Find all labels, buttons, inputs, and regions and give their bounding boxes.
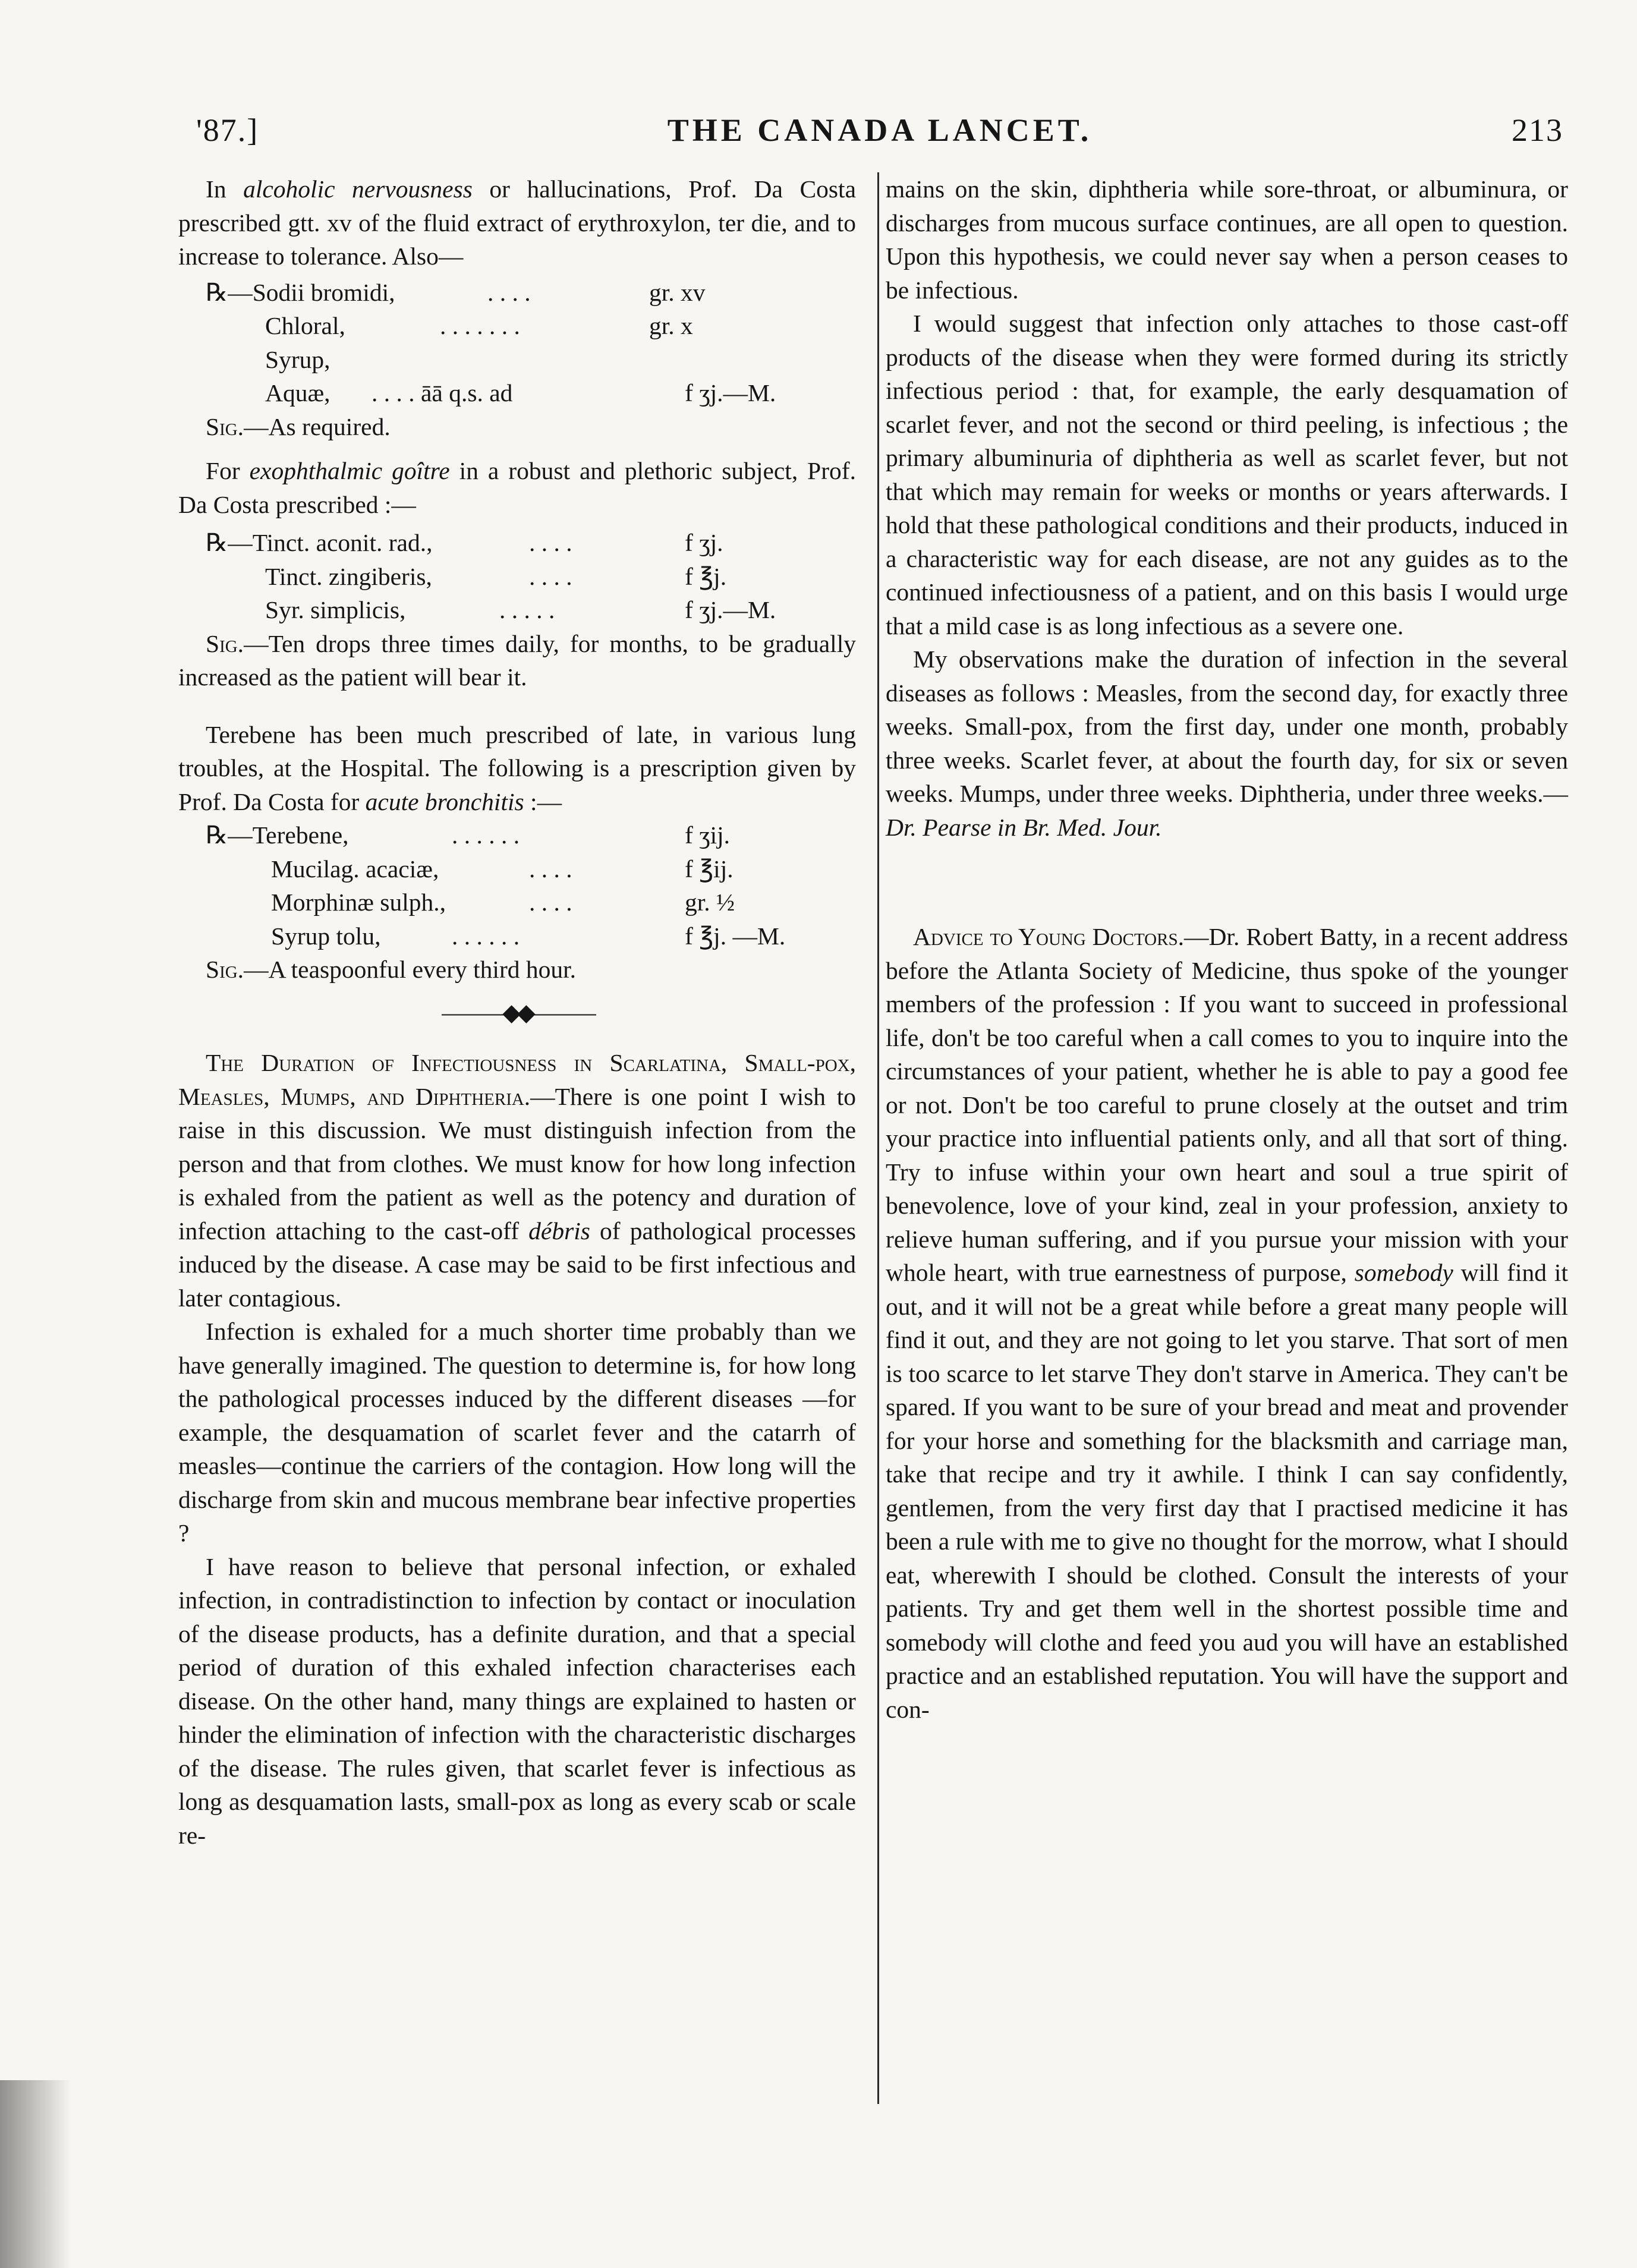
prescription-line: Mucilag. acaciæ, . . . . f ℥ij. (271, 855, 733, 883)
column-rule (877, 172, 879, 2104)
page-number: 213 (1512, 112, 1563, 148)
paragraph-observations: My observations make the duration of infection in the several diseases as follows : Measles, from the second day, for exactly three weeks. Small-pox, from the first day, under one month, probably three weeks. Scarlet fever, at about the fourth day, for six or seven weeks. Mumps, under three weeks. Diphtheria, under three weeks.—Dr. Pearse in Br. Med. Jour. (886, 645, 1568, 841)
prescription-line: ℞—Sodii bromidi, . . . . gr. xv (206, 278, 706, 306)
prescription-line: Syrup, (265, 345, 330, 373)
section-divider: ———◆◆——— (442, 998, 593, 1026)
journal-title: THE CANADA LANCET. (667, 112, 1093, 148)
signa-2: Sig.—Ten drops three times daily, for months, to be gradually increased as the patient will bear it. (178, 629, 856, 691)
scan-edge-shadow (0, 2080, 71, 2268)
paragraph-terebene: Terebene has been much prescribed of late, in various lung troubles, at the Hospital. The following is a prescription given by Prof. Da Costa for acute bronchitis :— (178, 720, 856, 815)
paragraph-alcoholic-nervousness: In alcoholic nervousness or hallucinations, Prof. Da Costa prescribed gtt. xv of the fluid extract of erythroxylon, ter die, and to increase to tolerance. Also— (178, 175, 856, 270)
signa-3: Sig.—A teaspoonful every third hour. (206, 956, 577, 983)
left-column (178, 172, 856, 1852)
paragraph: Infection is exhaled for a much shorter time probably than we have generally imagined. The question to determine is, for how long the pathological processes induced by the different diseases —for example, the desquamation of scarlet fever and the catarrh of measles—continue the carriers of the contagion. How long will the discharge from skin and mucous membrane bear infective properties ? (178, 1318, 856, 1546)
prescription-line: Chloral, . . . . . . . gr. x (265, 312, 693, 339)
article-title: Advice to Young Doctors. (913, 923, 1184, 950)
paragraph-exophthalmic-goitre: For exophthalmic goître in a robust and plethoric subject, Prof. Da Costa prescribed :— (178, 457, 856, 518)
prescription-line: Syr. simplicis, . . . . . f ʒj.—M. (265, 596, 776, 623)
header-year: '87.] (196, 112, 259, 148)
article-title: The Duration of Infectiousness in Scarlatina, Small-pox, Measles, Mumps, and Diphtheria. (178, 1049, 856, 1110)
prescription-3 (178, 818, 856, 953)
prescription-line: Morphinæ sulph., . . . . gr. ½ (271, 889, 735, 916)
prescription-line: Tinct. zingiberis, . . . . f ℥j. (265, 562, 727, 590)
prescription-line: ℞—Tinct. aconit. rad., . . . . f ʒj. (206, 529, 723, 556)
paragraph-continued: mains on the skin, diphtheria while sore-throat, or albuminura, or discharges from mucous surface continues, are all open to question. Upon this hypothesis, we could never say when a person ceases to be infectious. (886, 175, 1568, 304)
article-advice-young-doctors: Advice to Young Doctors.—Dr. Robert Batty, in a recent address before the Atlanta Society of Medicine, thus spoke of the younger members of the profession : If you want to succeed in professional life, don't be too careful when a call comes to you to inquire into the circumstances of your patient, whether he is able to pay a good fee or not. Don't be too careful to prune closely at the outset and trim your practice into influential patients only, and all that sort of thing. Try to infuse within your own heart and soul a true spirit of benevolence, love of your kind, zeal in your profession, anxiety to relieve human suffering, and if you pursue your mission with your whole heart, with true earnestness of purpose, somebody will find it out, and it will not be a great while before a great many people will find it out, and they are not going to let you starve. That sort of men is too scarce to let starve They don't starve in America. They can't be spared. If you want to be sure of your bread and meat and provender for your horse and something for the blacksmith and carriage man, take that recipe and try it awhile. I think I can say confidently, gentlemen, from the very first day that I practised medicine it has been a rule with me to give no thought for the morrow, what I should eat, wherewith I should be clothed. Consult the interests of your patients. Try and get them well in the shortest possible time and somebody will clothe and feed you aud you will have an established practice and an established reputation. You will have the support and con- (886, 923, 1569, 1723)
article-infectiousness-intro: The Duration of Infectiousness in Scarlatina, Small-pox, Measles, Mumps, and Diphtheria.—There is one point I wish to raise in this discussion. We must distinguish infection from the person and that from clothes. We must know for how long infection is exhaled from the patient as well as the potency and duration of infection attaching to the cast-off débris of pathological processes induced by the disease. A case may be said to be first infectious and later contagious. (178, 1049, 856, 1312)
signa-1: Sig.—As required. (206, 412, 391, 440)
prescription-line: Aquæ, . . . . āā q.s. ad f ʒj.—M. (265, 379, 776, 407)
paragraph: I have reason to believe that personal infection, or exhaled infection, in contradistinction to infection by contact or inoculation of the disease products, has a definite duration, and that a special period of duration of this exhaled infection characterises each disease. On the other hand, many things are explained to hasten or hinder the elimination of infection with the characteristic discharges of the disease. The rules given, that scarlet fever is infectious as long as desquamation lasts, small-pox as long as every scab or scale re- (178, 1552, 856, 1849)
running-header (196, 112, 1563, 159)
prescription-2 (178, 526, 856, 627)
prescription-1 (178, 276, 856, 410)
prescription-line: ℞—Terebene, . . . . . . f ʒij. (206, 821, 731, 849)
right-column (886, 172, 1568, 1726)
prescription-line: Syrup tolu, . . . . . . f ℥j. —M. (271, 922, 786, 950)
citation: Dr. Pearse in Br. Med. Jour. (886, 813, 1162, 841)
paragraph: I would suggest that infection only attaches to those cast-off products of the disease when they were formed during its strictly infectious period : that, for example, the early desquamation of scarlet fever, and not the second or third peeling, is infectious ; the primary albuminuria of diphtheria as well as scarlet fever, but not that which may remain for weeks or months or years afterwards. I hold that these pathological conditions and their products, induced in a characteristic way for each disease, are not any guides as to the continued infectiousness of a patient, and on this basis I would urge that a mild case is as long infectious as a severe one. (886, 310, 1568, 640)
